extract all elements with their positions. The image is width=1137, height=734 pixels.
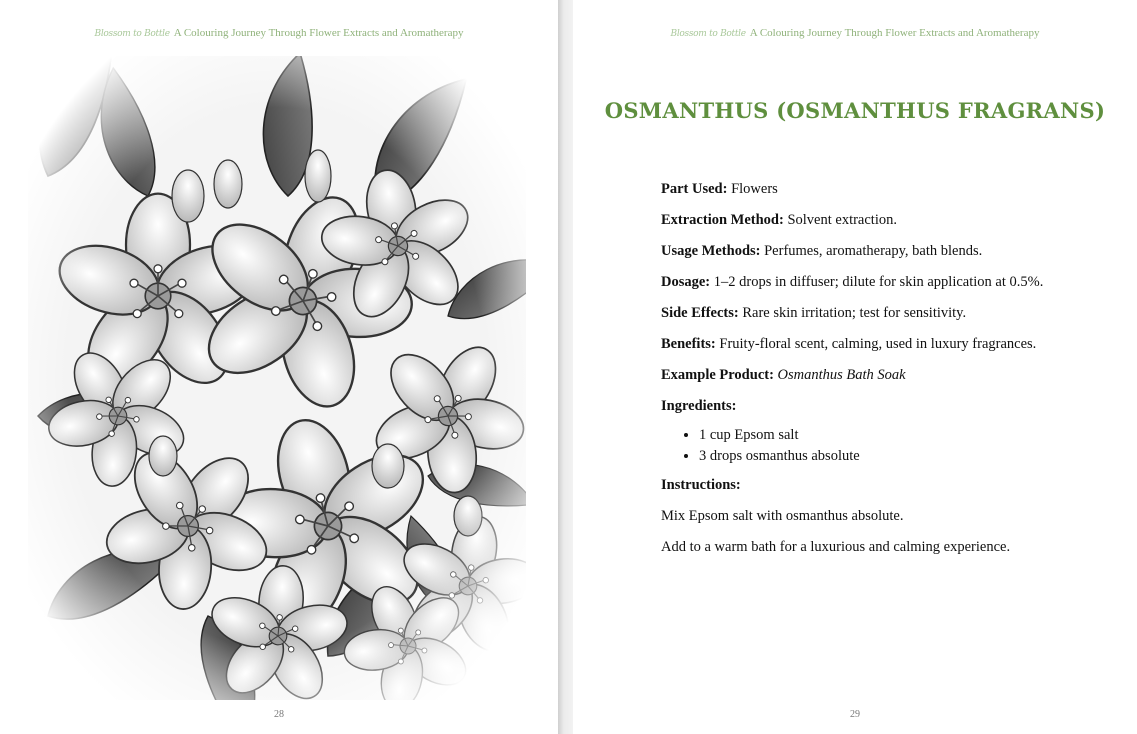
- field-example-product-value: Osmanthus Bath Soak: [777, 367, 906, 383]
- field-dosage: [661, 273, 1101, 292]
- field-side-effects-value: Rare skin irritation; test for sensitivity.: [742, 305, 967, 321]
- field-dosage-value: 1–2 drops in diffuser; dilute for skin application at 0.5%.: [713, 274, 1044, 290]
- left-page: [0, 0, 558, 734]
- field-example-product: [661, 366, 1101, 385]
- left-page-number: 28: [274, 709, 284, 720]
- field-benefits-label: Benefits:: [661, 336, 716, 352]
- page-gutter: [558, 0, 573, 734]
- right-page-number: 29: [850, 709, 860, 720]
- right-header-script-title: Blossom to Bottle: [670, 29, 746, 39]
- plant-profile: [661, 180, 1101, 569]
- field-part-used-label: Part Used:: [661, 181, 728, 197]
- page-title: OSMANTHUS (OSMANTHUS FRAGRANS): [604, 98, 1106, 123]
- list-item: • 3 drops osmanthus absolute: [699, 447, 1101, 466]
- right-running-header: [573, 27, 1137, 39]
- list-item: • 1 cup Epsom salt: [699, 426, 1101, 445]
- right-page: [573, 0, 1137, 734]
- instructions-label: Instructions:: [661, 477, 741, 493]
- field-dosage-label: Dosage:: [661, 274, 711, 290]
- instructions-heading: [661, 476, 1101, 495]
- field-usage-methods-value: Perfumes, aromatherapy, bath blends.: [764, 243, 983, 259]
- field-part-used-value: Flowers: [731, 181, 778, 197]
- ingredients-label: Ingredients:: [661, 398, 737, 414]
- instruction-step: Add to a warm bath for a luxurious and calming experience.: [661, 539, 1011, 555]
- field-usage-methods-label: Usage Methods:: [661, 243, 761, 259]
- field-side-effects: [661, 304, 1101, 323]
- field-extraction-method: [661, 211, 1101, 230]
- flower-illustration: [28, 56, 526, 700]
- ingredients-list: [661, 426, 1101, 466]
- field-side-effects-label: Side Effects:: [661, 305, 739, 321]
- field-benefits: [661, 335, 1101, 354]
- ingredients-heading: [661, 397, 1101, 416]
- field-benefits-value: Fruity-floral scent, calming, used in luxury fragrances.: [719, 336, 1037, 352]
- field-extraction-method-value: Solvent extraction.: [787, 212, 897, 228]
- field-extraction-method-label: Extraction Method:: [661, 212, 784, 228]
- left-header-script-title: Blossom to Bottle: [94, 29, 170, 39]
- field-usage-methods: [661, 242, 1101, 261]
- field-example-product-label: Example Product:: [661, 367, 774, 383]
- left-header-subtitle: A Colouring Journey Through Flower Extracts and Aromatherapy: [173, 27, 464, 39]
- left-running-header: [0, 27, 558, 39]
- field-part-used: [661, 180, 1101, 199]
- right-header-subtitle: A Colouring Journey Through Flower Extracts and Aromatherapy: [749, 27, 1040, 39]
- instruction-step: Mix Epsom salt with osmanthus absolute.: [661, 508, 904, 524]
